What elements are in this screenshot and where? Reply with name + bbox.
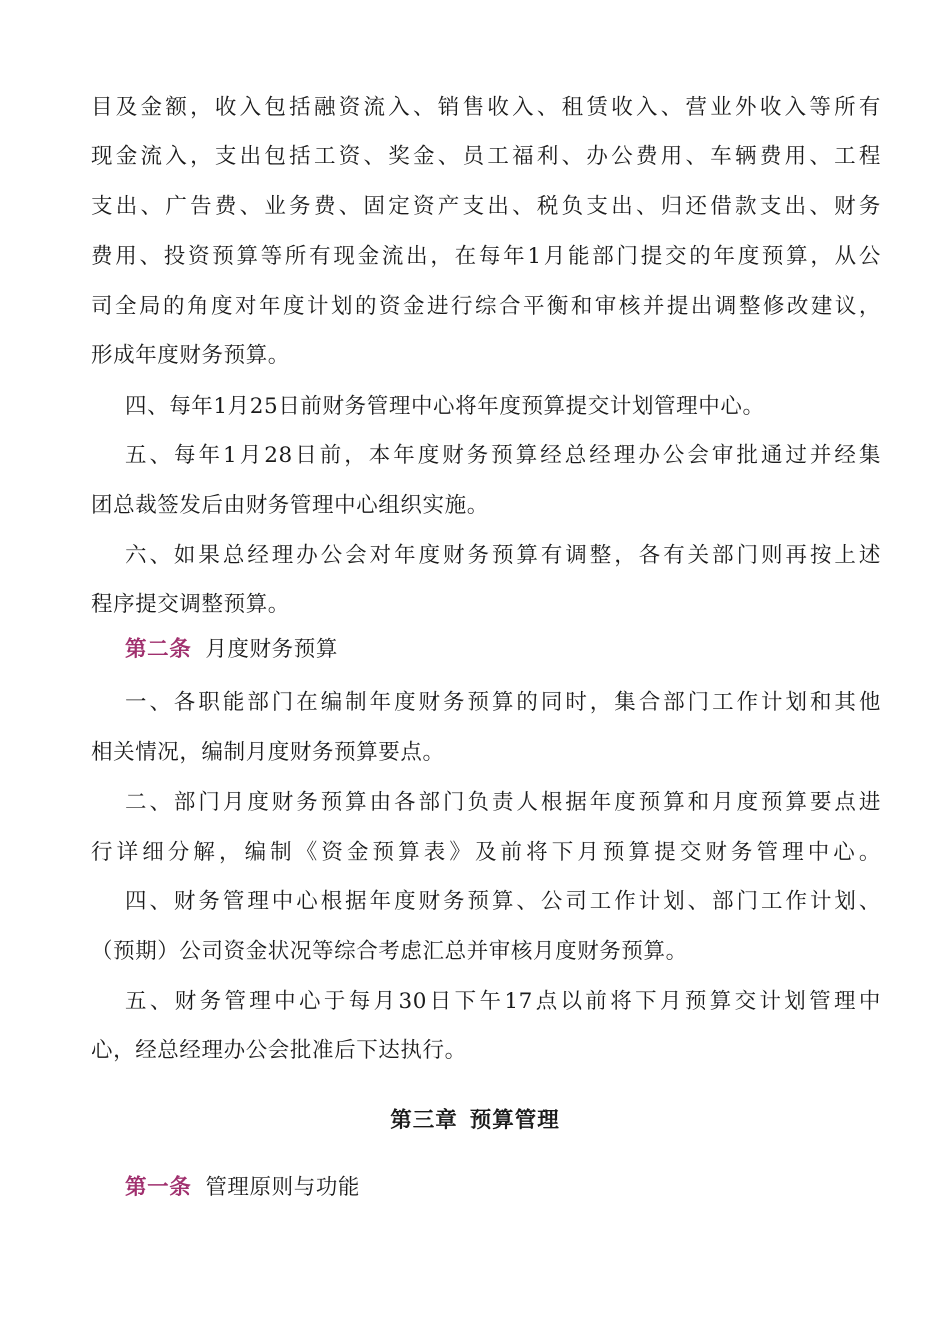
body-line: 程序提交调整预算。 (91, 592, 290, 617)
body-line: 一、各职能部门在编制年度财务预算的同时，集合部门工作计划和其他 (125, 690, 881, 715)
chapter-title: 预算管理 (469, 1108, 560, 1133)
body-line: 五、财务管理中心于每月30日下午17点以前将下月预算交计划管理中 (125, 989, 881, 1014)
body-line: 形成年度财务预算。 (91, 343, 290, 368)
body-line: 支出、广告费、业务费、固定资产支出、税负支出、归还借款支出、财务 (91, 194, 881, 219)
article-number: 第一条 (125, 1175, 192, 1200)
body-line: 四、财务管理中心根据年度财务预算、公司工作计划、部门工作计划、 (125, 889, 881, 914)
article-heading (125, 635, 881, 665)
body-line: 五、每年1月28日前，本年度财务预算经总经理办公会审批通过并经集 (125, 443, 881, 468)
article-heading (125, 1173, 881, 1203)
body-line: 心，经总经理办公会批准后下达执行。 (91, 1038, 467, 1063)
body-line: 二、部门月度财务预算由各部门负责人根据年度预算和月度预算要点进 (125, 790, 881, 815)
body-line: 司全局的角度对年度计划的资金进行综合平衡和审核并提出调整修改建议， (91, 294, 881, 319)
body-line: 团总裁签发后由财务管理中心组织实施。 (91, 493, 489, 518)
body-line: 现金流入，支出包括工资、奖金、员工福利、办公费用、车辆费用、工程 (91, 144, 881, 169)
body-line: 六、如果总经理办公会对年度财务预算有调整，各有关部门则再按上述 (125, 543, 881, 568)
article-title: 管理原则与功能 (205, 1175, 361, 1200)
body-line: （预期）公司资金状况等综合考虑汇总并审核月度财务预算。 (91, 939, 688, 964)
body-line: 行详细分解，编制《资金预算表》及前将下月预算提交财务管理中心。 (91, 840, 881, 865)
body-line: 目及金额，收入包括融资流入、销售收入、租赁收入、营业外收入等所有 (91, 95, 881, 120)
body-line: 费用、投资预算等所有现金流出，在每年1月能部门提交的年度预算，从公 (91, 244, 881, 269)
article-title: 月度财务预算 (205, 637, 338, 662)
body-line: 相关情况，编制月度财务预算要点。 (91, 740, 445, 765)
chapter-number: 第三章 (390, 1108, 458, 1133)
article-number: 第二条 (125, 637, 192, 662)
body-line: 四、每年1月25日前财务管理中心将年度预算提交计划管理中心。 (125, 394, 765, 419)
chapter-heading (0, 1106, 950, 1136)
